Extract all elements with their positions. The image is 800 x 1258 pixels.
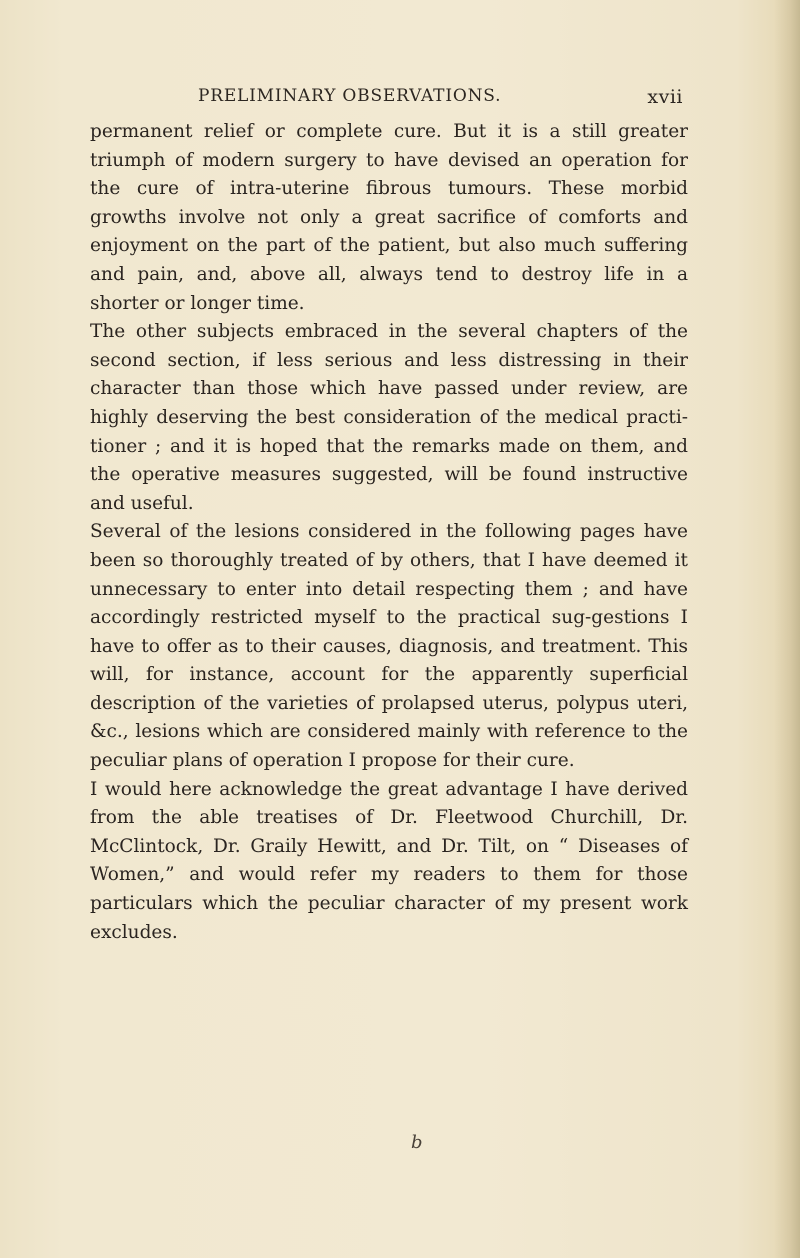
paragraph: The other subjects embraced in the several chapters of the second section, if less serious and less distressing in their character than those which have passed under review, are highly deserving the best consideration of the medical practi-tioner ; and it is hoped that the remarks made on them, and the operative measures suggested, will be found instructive and useful. [90,321,688,514]
paragraph: permanent relief or complete cure. But it is a still greater triumph of modern surgery to have devised an operation for the cure of intra-uterine fibrous tumours. These morbid growths involve not only a great sacrifice of comforts and enjoyment on the part of the patient, but also much suffering and pain, and, above all, always tend to destroy life in a shorter or longer time. [90,121,688,314]
page-edge-shadow [774,0,800,1258]
page-number: xvii [647,86,683,108]
running-head-title: PRELIMINARY OBSERVATIONS. [198,86,502,106]
paragraph: I would here acknowledge the great advantage I have derived from the able treatises of Dr. Fleetwood Churchill, Dr. McClintock, Dr. Graily Hewitt, and Dr. Tilt, on “ Diseases of Women,” and would refer my readers to them for those particulars which the peculiar character of my present work excludes. [90,778,688,943]
paragraph: Several of the lesions considered in the following pages have been so thoroughly treated of by others, that I have deemed it unnecessary to enter into detail respecting them ; and have accordingly restricted myself to the practical sug-gestions I have to offer as to their causes, diagnosis, and treatment. This will, for instance, account for the apparently superficial description of the varieties of prolapsed uterus, polypus uteri, &c., lesions which are considered mainly with reference to the peculiar plans of operation I propose for their cure. [90,521,688,772]
running-head [198,86,683,110]
signature-mark: b [411,1132,423,1153]
body-text [90,118,688,947]
